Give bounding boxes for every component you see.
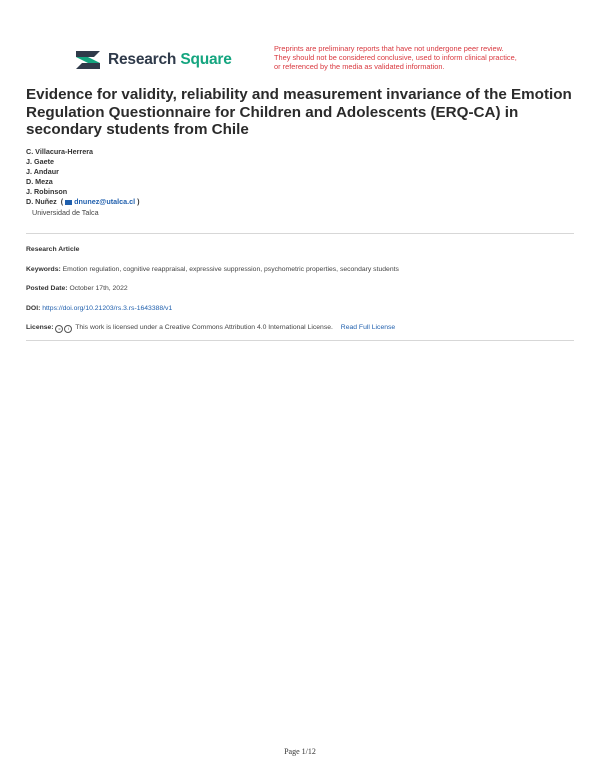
corresponding-email[interactable]: ( dnunez@utalca.cl ) bbox=[60, 197, 140, 207]
license: License: c i This work is licensed under a Creative Commons Attribution 4.0 International License. Read Full License bbox=[26, 324, 396, 331]
author[interactable]: J. Gaete bbox=[26, 157, 54, 167]
author[interactable]: C. Villacura-Herrera bbox=[26, 147, 93, 156]
doi: DOI: https://doi.org/10.21203/rs.3.rs-1643388/v1 bbox=[26, 305, 173, 312]
research-square-logo-icon bbox=[74, 49, 102, 71]
posted-date: Posted Date: October 17th, 2022 bbox=[26, 285, 128, 292]
cc-by-icon: i bbox=[64, 325, 72, 333]
header bbox=[74, 46, 574, 76]
page-number: Page 1/12 bbox=[284, 747, 316, 756]
read-full-license-link[interactable]: Read Full License bbox=[340, 324, 396, 331]
divider bbox=[26, 340, 574, 341]
paper-title: Evidence for validity, reliability and measurement invariance of the Emotion Regulation Questionnaire for Children and Adolescents (ERQ-CA) in secondary students from Chile bbox=[26, 86, 572, 138]
doi-link[interactable]: https://doi.org/10.21203/rs.3.rs-1643388/v1 bbox=[42, 305, 173, 312]
author[interactable]: J. Robinson bbox=[26, 187, 68, 197]
keywords: Keywords: Emotion regulation, cognitive reappraisal, expressive suppression, psychometric properties, secondary students bbox=[26, 266, 399, 273]
cc-icon: c bbox=[55, 325, 63, 333]
author[interactable]: J. Andaur bbox=[26, 167, 59, 177]
logo-text: Research Square bbox=[108, 51, 232, 68]
divider bbox=[26, 233, 574, 234]
envelope-icon bbox=[65, 200, 72, 205]
author[interactable]: D. Nuñez bbox=[26, 197, 57, 207]
research-square-logo[interactable] bbox=[74, 49, 232, 71]
author[interactable]: D. Meza bbox=[26, 177, 53, 187]
article-type: Research Article bbox=[26, 246, 80, 253]
author-list bbox=[26, 147, 139, 218]
preprint-disclaimer: Preprints are preliminary reports that have not undergone peer review. They should not be considered conclusive, used to inform clinical practice, or referenced by the media as validated information. bbox=[274, 44, 517, 72]
affiliation: Universidad de Talca bbox=[32, 207, 99, 217]
